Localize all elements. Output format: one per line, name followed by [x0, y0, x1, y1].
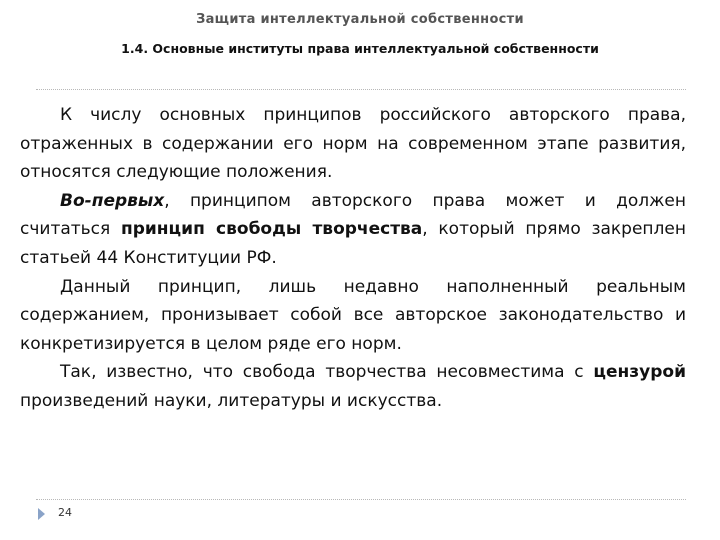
paragraph-4-text-b: произведений науки, литературы и искусства.: [20, 390, 443, 411]
paragraph-2: [20, 187, 686, 273]
paragraph-1: [20, 101, 686, 187]
paragraph-2-text-b: , который прямо закреплен статьей 44 Конституции РФ.: [20, 219, 686, 268]
page-number: 24: [58, 506, 72, 519]
paragraph-1-text: К числу основных принципов российского авторского права, отраженных в содержании его норм на современном этапе развития, относятся следующие положения.: [20, 105, 686, 183]
paragraph-4: [20, 358, 686, 415]
paragraph-2-emphasis: принцип свободы творчества: [120, 219, 423, 240]
top-divider: [36, 89, 686, 90]
paragraph-3-text: Данный принцип, лишь недавно наполненный реальным содержанием, пронизывает собой все авторское законодательство и конкретизируется в целом ряде его норм.: [20, 276, 686, 354]
slide-subtitle: 1.4. Основные институты права интеллектуальной собственности: [121, 41, 599, 56]
paragraph-3: [20, 273, 686, 359]
paragraph-2-text-a: , принципом авторского права может и должен считаться: [20, 190, 686, 240]
paragraph-4-text-a: Так, известно, что свобода творчества несовместима с: [60, 362, 594, 383]
slide-title: Защита интеллектуальной собственности: [196, 12, 524, 27]
paragraph-2-lead: Во-первых: [60, 190, 165, 211]
paragraph-4-emphasis: цензурой: [593, 362, 686, 383]
triangle-right-icon: [38, 508, 45, 520]
bottom-divider: [36, 499, 686, 500]
slide-body: [20, 101, 686, 416]
